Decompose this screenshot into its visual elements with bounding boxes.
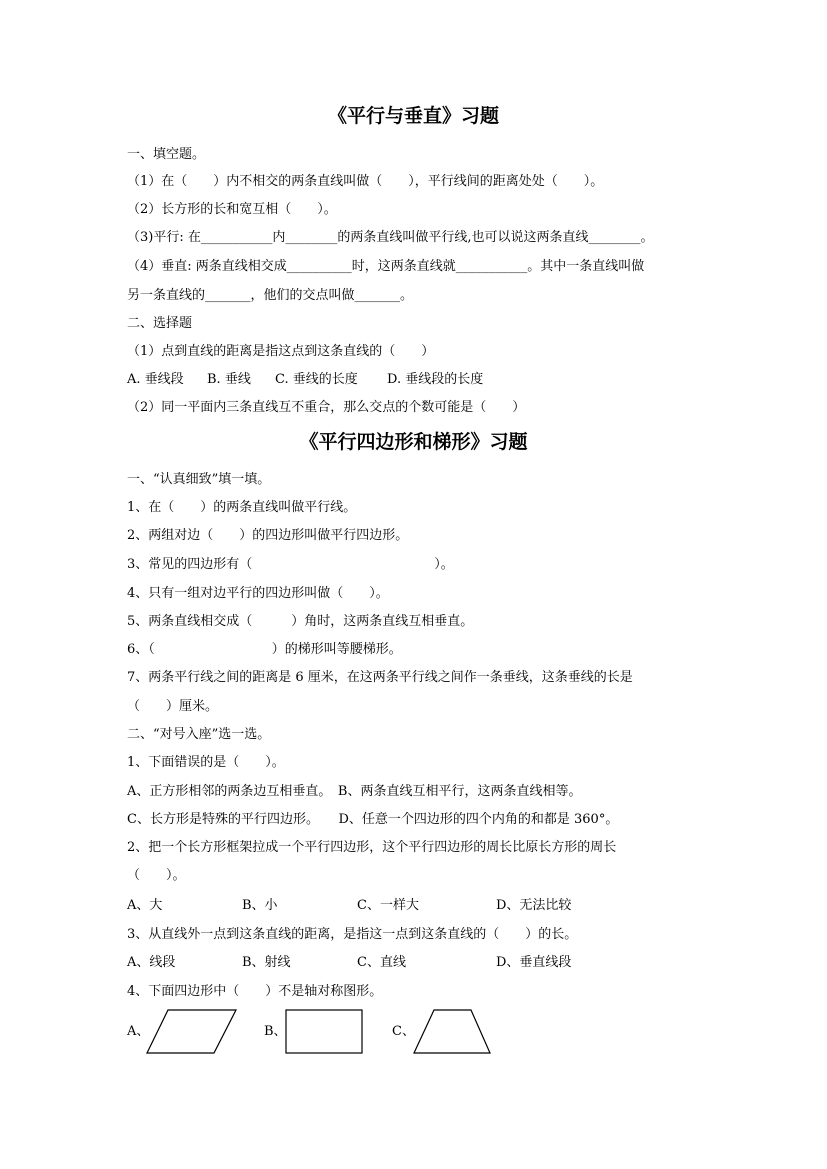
section2-choice-2-option-a: A、大 xyxy=(127,898,163,913)
section1-choice-1-option-d: D. 垂线段的长度 xyxy=(387,372,484,387)
section1-choice-1-option-b: B. 垂线 xyxy=(207,372,251,387)
section1-choice-1: （1）点到直线的距离是指这点到这条直线的（ ） xyxy=(127,344,435,359)
section2-choice-2-option-d: D、无法比较 xyxy=(496,898,572,913)
section2-question-5: 5、两条直线相交成（ ）角时，这两条直线互相垂直。 xyxy=(127,614,474,629)
section2-question-7-line1: 7、两条平行线之间的距离是 6 厘米，在这两条平行线之间作一条垂线，这条垂线的长是 xyxy=(127,670,633,685)
section2-choice-4-option-a: A、 xyxy=(127,1024,150,1039)
section1-question-3: （3)平行: 在___________内________的两条直线叫做平行线,也可以说这两条直线________。 xyxy=(127,230,654,245)
section1-choice-2: （2）同一平面内三条直线互不重合，那么交点的个数可能是（ ） xyxy=(127,400,526,415)
rectangle-icon xyxy=(285,1009,365,1055)
section2-fill-heading: 一、“认真细致”填一填。 xyxy=(127,472,271,487)
section2-question-1: 1、在（ ）的两条直线叫做平行线。 xyxy=(127,500,357,515)
section2-choice-1-options-ab: A、正方形相邻的两条边互相垂直。 B、两条直线互相平行，这两条直线相等。 xyxy=(127,784,582,799)
section1-title: 《平行与垂直》习题 xyxy=(327,105,499,127)
section2-choice-4-option-c: C、 xyxy=(392,1024,415,1039)
section2-question-6: 6、（ ）的梯形叫等腰梯形。 xyxy=(127,642,402,657)
section2-question-3: 3、常见的四边形有（ ）。 xyxy=(127,557,454,572)
section1-fill-heading: 一、填空题。 xyxy=(127,147,206,162)
section2-choice-3-option-c: C、直线 xyxy=(357,955,406,970)
section2-choice-1-options-cd: C、长方形是特殊的平行四边形。 D、任意一个四边形的四个内角的和都是 360°。 xyxy=(127,812,619,827)
section1-question-4-line1: （4）垂直: 两条直线相交成__________时，这两条直线就___________。其中一条直线叫做 xyxy=(127,259,645,274)
section2-choice-4-option-b: B、 xyxy=(264,1024,287,1039)
section2-choice-2-option-c: C、一样大 xyxy=(357,898,419,913)
section1-choice-heading: 二、选择题 xyxy=(127,316,193,331)
section2-question-2: 2、两组对边（ ）的四边形叫做平行四边形。 xyxy=(127,528,409,543)
section2-question-4: 4、只有一组对边平行的四边形叫做（ ）。 xyxy=(127,586,389,601)
section2-choice-2-line2: （ ）。 xyxy=(127,868,186,883)
section2-choice-3-option-d: D、垂直线段 xyxy=(496,955,572,970)
section2-choice-3: 3、从直线外一点到这条直线的距离，是指这一点到这条直线的（ ）的长。 xyxy=(127,927,578,942)
section1-question-4-line2: 另一条直线的_______，他们的交点叫做_______。 xyxy=(127,288,414,303)
section1-question-2: （2）长方形的长和宽互相（ ）。 xyxy=(127,202,337,217)
section2-choice-3-option-a: A、线段 xyxy=(127,955,176,970)
section2-choice-2-line1: 2、把一个长方形框架拉成一个平行四边形，这个平行四边形的周长比原长方形的周长 xyxy=(127,840,617,855)
section2-choice-4: 4、下面四边形中（ ）不是轴对称图形。 xyxy=(127,984,383,999)
section1-question-1: （1）在（ ）内不相交的两条直线叫做（ ），平行线间的距离处处（ ）。 xyxy=(127,174,604,189)
parallelogram-icon xyxy=(146,1009,238,1055)
section1-choice-1-option-a: A. 垂线段 xyxy=(127,372,184,387)
section2-choice-1: 1、下面错误的是（ ）。 xyxy=(127,755,285,770)
section2-title: 《平行四边形和梯形》习题 xyxy=(299,431,528,453)
trapezoid-icon xyxy=(413,1009,493,1055)
section1-choice-1-option-c: C. 垂线的长度 xyxy=(275,372,358,387)
section2-choice-3-option-b: B、射线 xyxy=(242,955,291,970)
section2-choice-heading: 二、“对号入座”选一选。 xyxy=(127,727,271,742)
section2-question-7-line2: （ ）厘米。 xyxy=(127,699,219,714)
section2-choice-2-option-b: B、小 xyxy=(242,898,278,913)
